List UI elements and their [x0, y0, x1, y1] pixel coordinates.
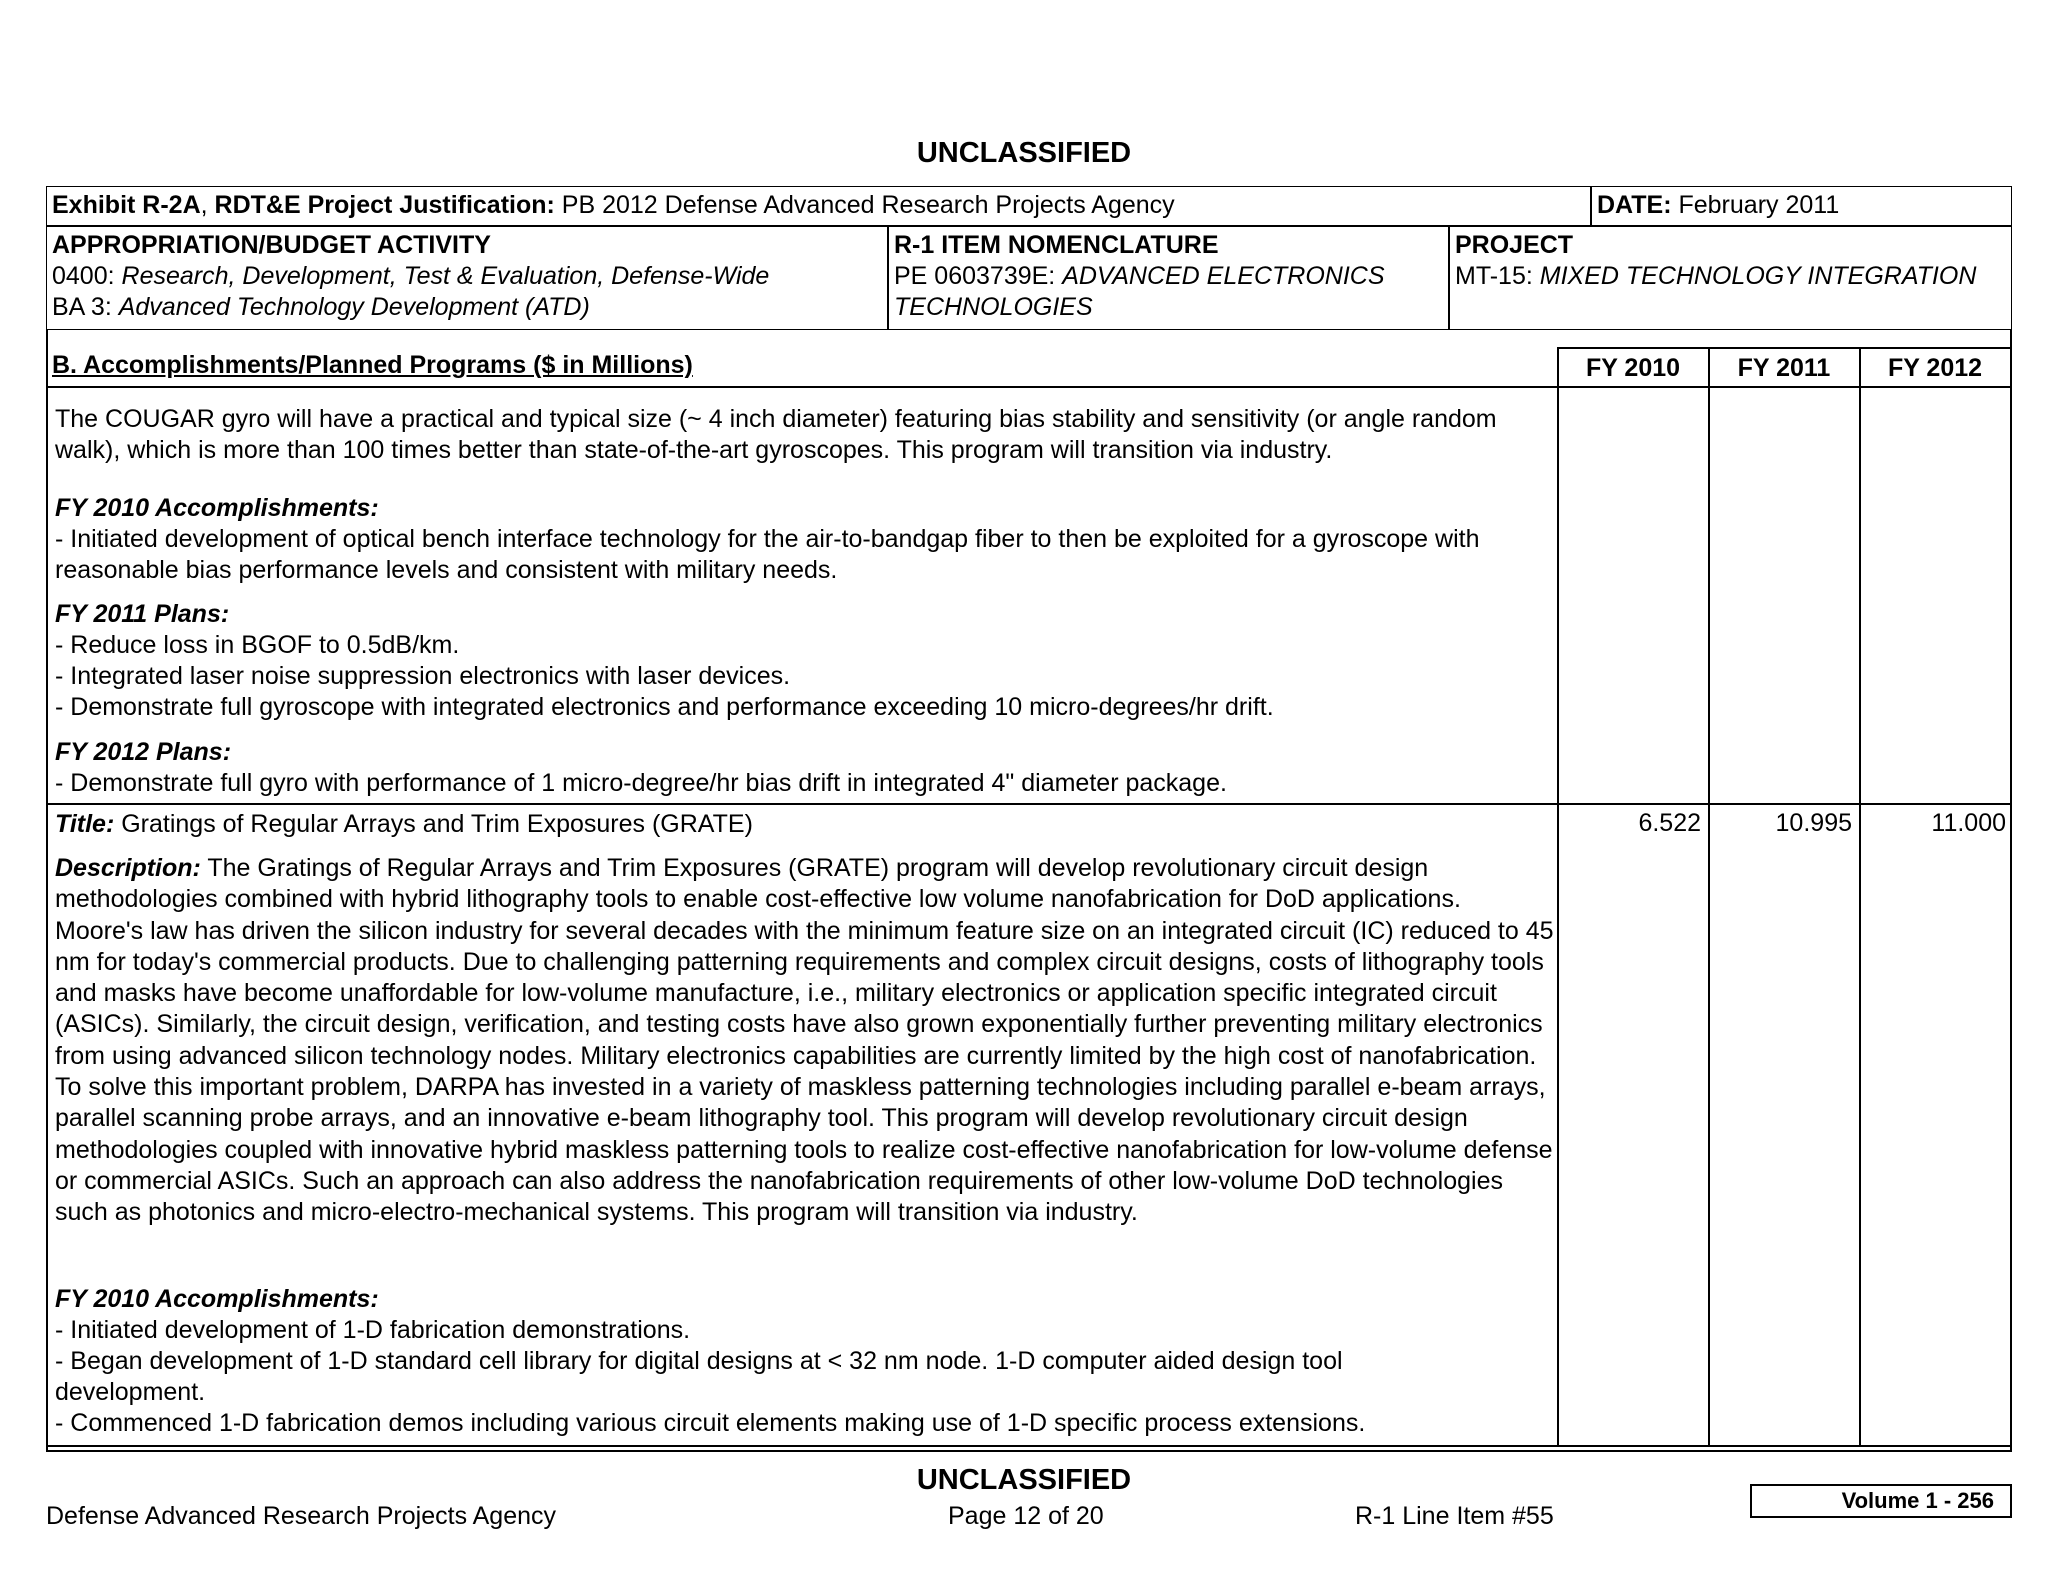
main-bottom-border-1: [46, 1445, 2012, 1447]
date-value: February 2011: [1671, 191, 1840, 219]
fy-header-2012: FY 2012: [1887, 354, 1983, 382]
row-divider: [46, 803, 2012, 805]
nomenclature-line-1: [894, 261, 1385, 292]
exhibit-title: [52, 190, 1175, 221]
grate-fy2010-item-1: - Initiated development of 1-D fabrication demonstrations.: [55, 1316, 691, 1344]
footer-line-item: R-1 Line Item #55: [1355, 1502, 1554, 1530]
grate-title: [55, 809, 753, 840]
footer-volume-box: Volume 1 - 256: [1750, 1484, 2012, 1518]
cougar-fy2011-item-1: - Reduce loss in BGOF to 0.5dB/km.: [55, 631, 460, 659]
cougar-fy2010-heading: FY 2010 Accomplishments:: [55, 494, 379, 522]
appropriation-label: APPROPRIATION/BUDGET ACTIVITY: [52, 231, 491, 259]
nomenclature-code: PE 0603739E:: [894, 262, 1063, 290]
footer-page: Page 12 of 20: [948, 1502, 1104, 1530]
project-code: MT-15:: [1455, 262, 1540, 290]
main-bottom-border-2: [46, 1450, 2012, 1452]
col-divider-1: [887, 225, 889, 330]
section-header-bottom: [46, 386, 2012, 388]
cougar-fy2010-item: - Initiated development of optical bench interface technology for the air-to-bandgap fiber to then be exploited for a gyroscope with reasonable bias performance levels and consistent with military needs.: [55, 525, 1480, 585]
classification-bottom: UNCLASSIFIED: [916, 1464, 1132, 1496]
cougar-fy2012-item-1: - Demonstrate full gyro with performance of 1 micro-degree/hr bias drift in integrated 4" diameter package.: [55, 769, 1227, 797]
cougar-fy2011-item-2: - Integrated laser noise suppression electronics with laser devices.: [55, 662, 791, 690]
nomenclature-text-1: ADVANCED ELECTRONICS: [1062, 262, 1385, 290]
fy-header-2010: FY 2010: [1585, 354, 1681, 382]
project-label: PROJECT: [1455, 231, 1574, 259]
exhibit-label: Exhibit R-2A: [52, 191, 201, 219]
exhibit-type: RDT&E Project Justification:: [214, 191, 555, 219]
fy-col-line-1: [1557, 347, 1559, 1445]
exhibit-sep: ,: [200, 191, 215, 219]
cougar-intro: The COUGAR gyro will have a practical and typical size (~ 4 inch diameter) featuring bias stability and sensitivity (or angle random walk), which is more than 100 times better than state-of-the-art gyroscopes. This program will transition via industry.: [55, 405, 1497, 465]
cougar-fy2011-heading: FY 2011 Plans:: [55, 600, 230, 628]
grate-fy2010-item-2: - Began development of 1-D standard cell library for digital designs at < 32 nm node. 1-D computer aided design tool development.: [55, 1347, 1343, 1407]
grate-value-fy2012: 11.000: [1931, 809, 2006, 837]
appropriation-line-2: [52, 292, 590, 323]
nomenclature-label: R-1 ITEM NOMENCLATURE: [894, 231, 1219, 259]
budget-activity-text: Advanced Technology Development (ATD): [118, 293, 590, 321]
date-divider: [1590, 186, 1592, 226]
grate-value-fy2010: 6.522: [1638, 809, 1701, 837]
col-divider-2: [1448, 225, 1450, 330]
appropriation-line-1: [52, 261, 769, 292]
cougar-fy2012-heading: FY 2012 Plans:: [55, 738, 232, 766]
main-right-border: [2010, 329, 2012, 1451]
fy-header-2011: FY 2011: [1737, 354, 1831, 382]
appropriation-text: Research, Development, Test & Evaluation, Defense-Wide: [121, 262, 770, 290]
grate-title-label: Title:: [55, 810, 115, 838]
grate-fy2010-item-3: - Commenced 1-D fabrication demos including various circuit elements making use of 1-D specific process extensions.: [55, 1409, 1366, 1437]
fy-col-line-3: [1859, 347, 1861, 1445]
date-field: [1597, 190, 1839, 221]
footer-agency: Defense Advanced Research Projects Agency: [46, 1502, 557, 1530]
project-text: MIXED TECHNOLOGY INTEGRATION: [1539, 262, 1977, 290]
date-label: DATE:: [1597, 191, 1672, 219]
classification-top: UNCLASSIFIED: [916, 137, 1132, 169]
grate-fy2010-heading: FY 2010 Accomplishments:: [55, 1285, 379, 1313]
exhibit-agency: PB 2012 Defense Advanced Research Projects Agency: [554, 191, 1175, 219]
project-line: [1455, 261, 1976, 292]
main-left-border: [46, 329, 48, 1451]
fy-col-line-2: [1708, 347, 1710, 1445]
grate-description: [55, 853, 1555, 1229]
grate-description-text: The Gratings of Regular Arrays and Trim Exposures (GRATE) program will develop revolutionary circuit design methodologies combined with hybrid lithography tools to enable cost-effective low volume nanofabrication for DoD applications. Moore's law has driven the silicon industry for several decades with the minimum feature size on an integrated circuit (IC) reduced to 45 nm for today's commercial products. Due to challenging patterning requirements and complex circuit designs, costs of lithography tools and masks have become unaffordable for low-volume manufacture, i.e., military electronics or application specific integrated circuit (ASICs). Similarly, the circuit design, verification, and testing costs have also grown exponentially further preventing military electronics from using advanced silicon technology nodes. Military electronics capabilities are currently limited by the high cost of nanofabrication. To solve this important problem, DARPA has invested in a variety of maskless patterning technologies including parallel e-beam arrays, parallel scanning probe arrays, and an innovative e-beam lithography tool. This program will develop revolutionary circuit design methodologies coupled with innovative hybrid maskless patterning tools to realize cost-effective nanofabrication for low-volume defense or commercial ASICs. Such an approach can also address the nanofabrication requirements of other low-volume DoD technologies such as photonics and micro-electro-mechanical systems. This program will transition via industry.: [55, 854, 1554, 1227]
nomenclature-line-2: TECHNOLOGIES: [894, 293, 1093, 321]
cougar-fy2011-item-3: - Demonstrate full gyroscope with integrated electronics and performance exceeding 10 micro-degrees/hr drift.: [55, 693, 1274, 721]
section-title: B. Accomplishments/Planned Programs ($ in Millions): [52, 351, 693, 379]
grate-value-fy2011: 10.995: [1775, 809, 1852, 837]
grate-description-label: Description:: [55, 854, 201, 882]
fy-header-top: [1557, 347, 2012, 349]
appropriation-code: 0400:: [52, 262, 122, 290]
budget-activity-code: BA 3:: [52, 293, 119, 321]
grate-title-text: Gratings of Regular Arrays and Trim Exposures (GRATE): [114, 810, 753, 838]
header-divider: [46, 225, 2012, 227]
